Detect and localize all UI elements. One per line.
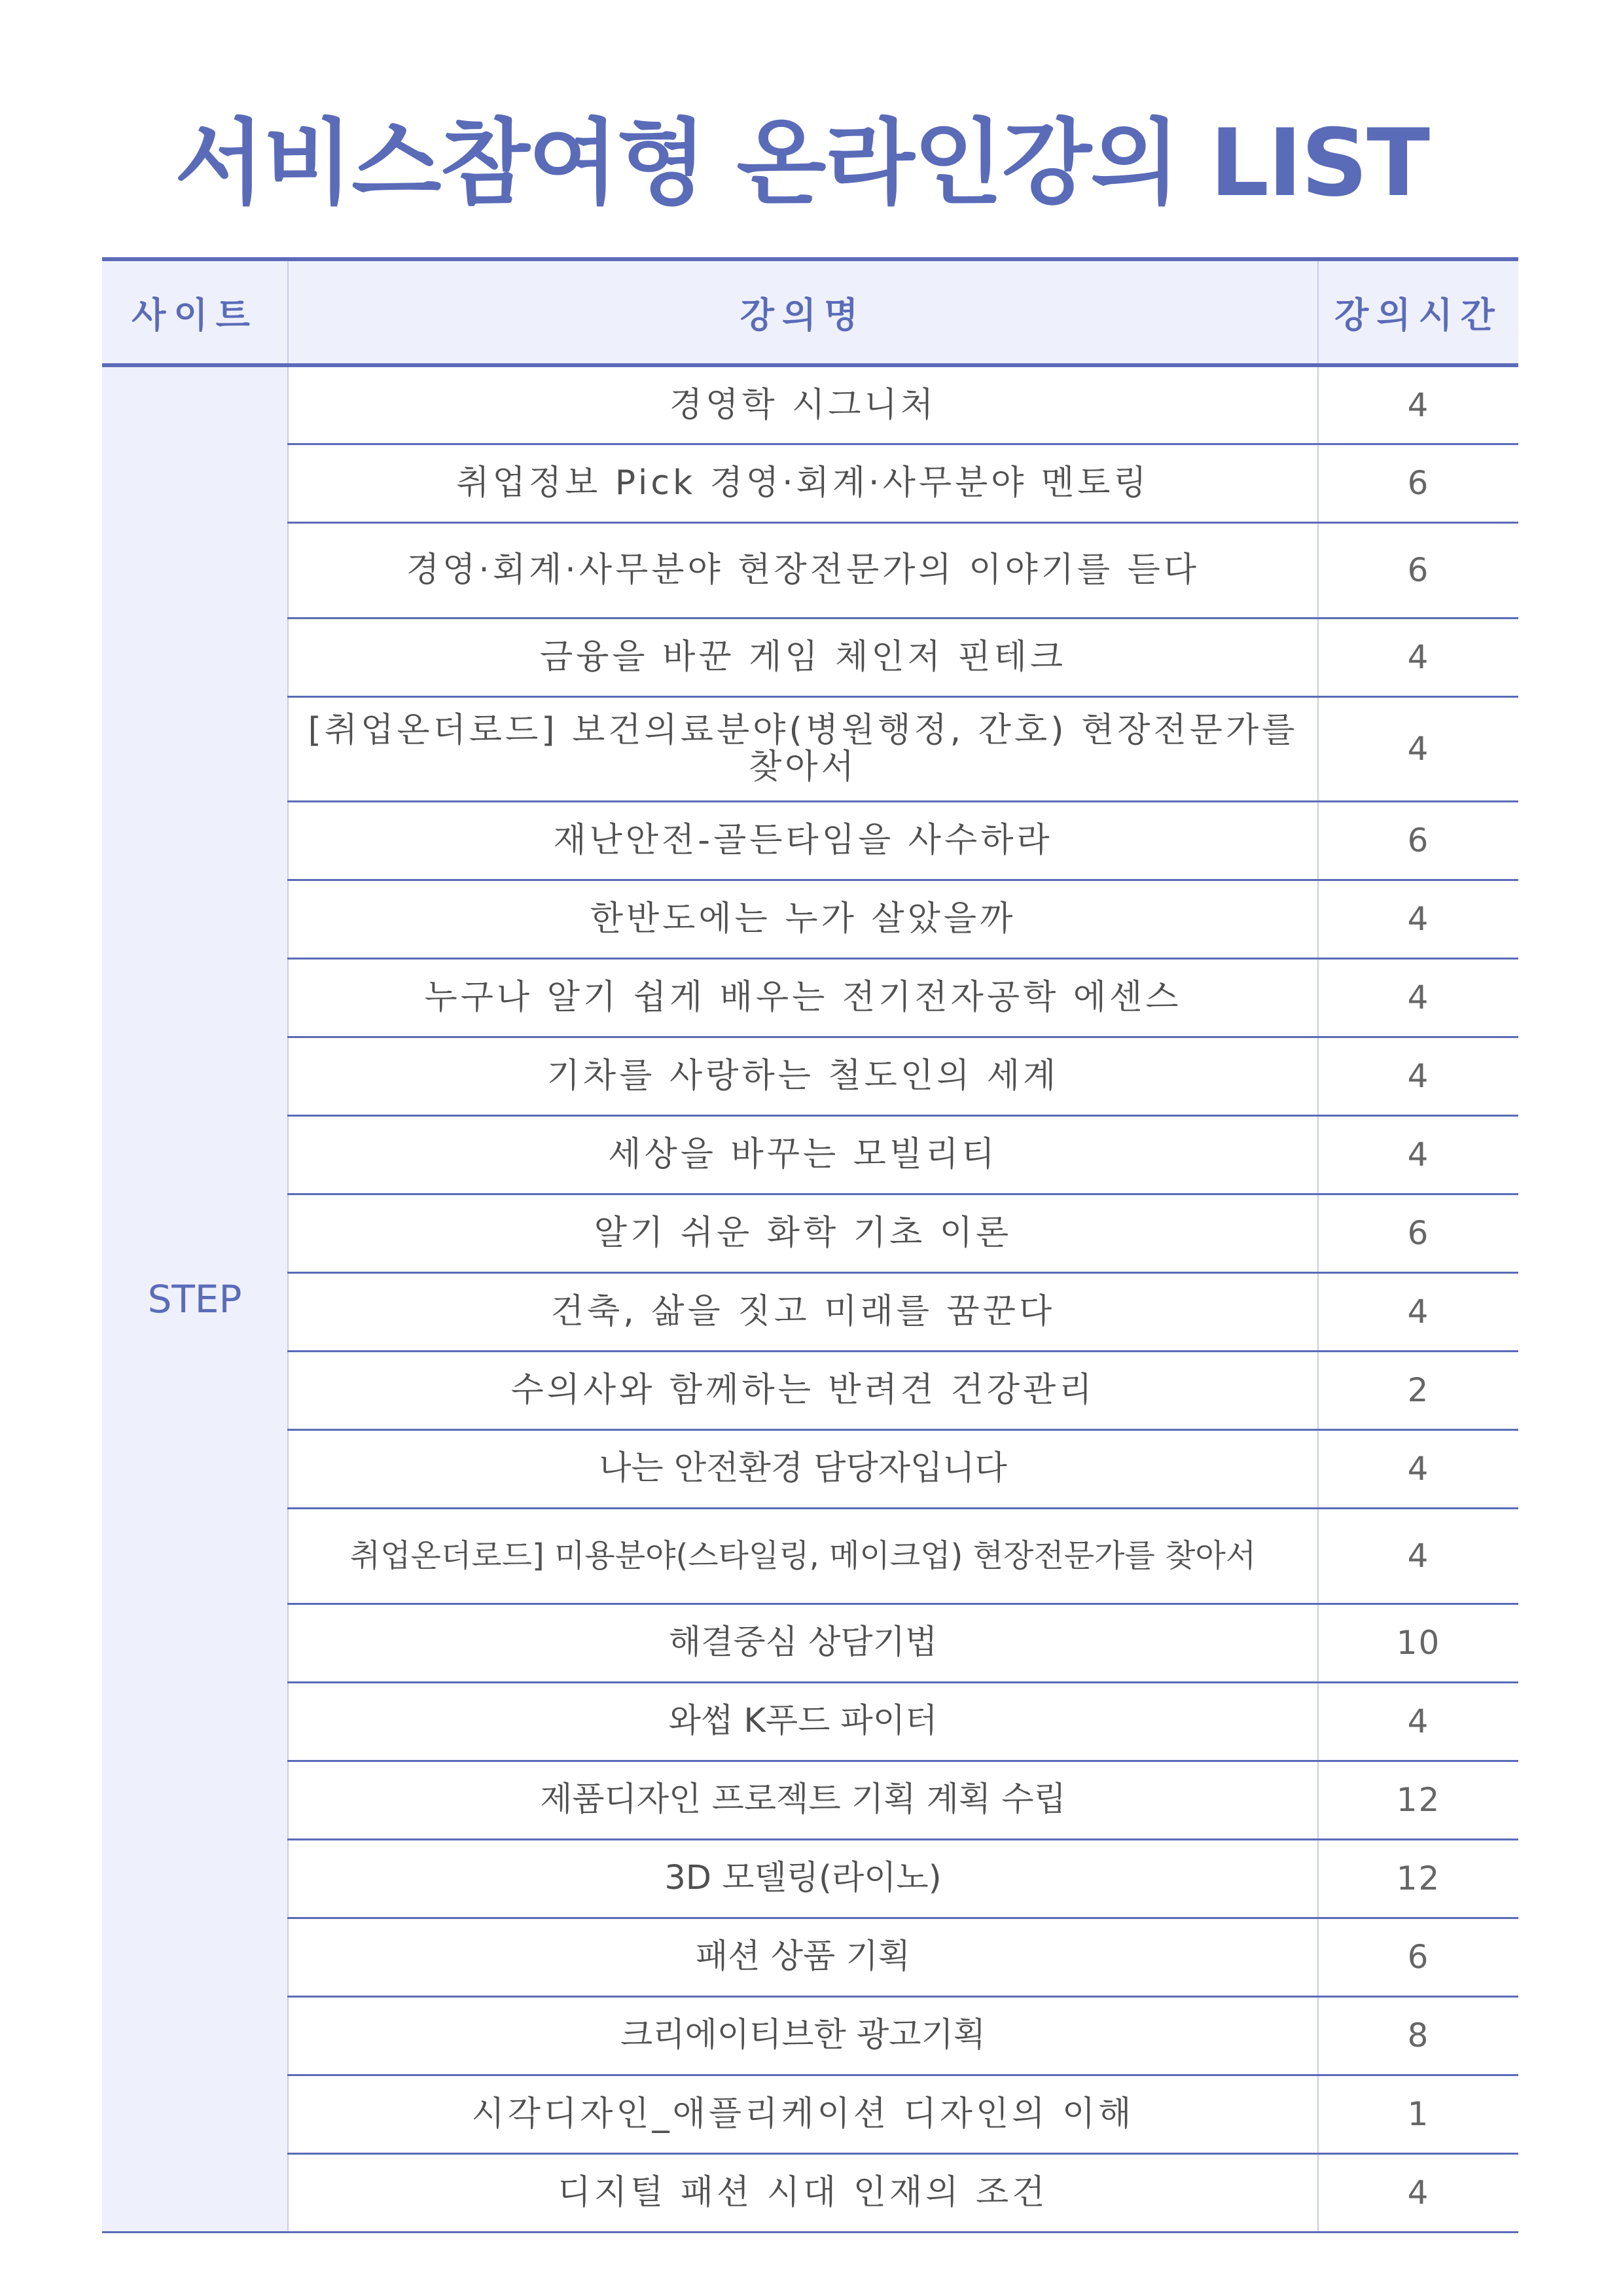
hours-cell: 4 (1318, 1037, 1518, 1115)
header-hours: 강의시간 (1318, 259, 1518, 365)
hours-cell: 4 (1318, 1429, 1518, 1508)
course-name-cell: 크리에이티브한 광고기획 (288, 1996, 1318, 2075)
hours-cell: 6 (1318, 522, 1518, 618)
course-name-cell: 패션 상품 기획 (288, 1918, 1318, 1996)
hours-cell: 4 (1318, 1508, 1518, 1604)
table-row (102, 2075, 1518, 2153)
course-name-cell: 나는 안전환경 담당자입니다 (288, 1429, 1318, 1508)
course-name-cell: 제품디자인 프로젝트 기획 계획 수립 (288, 1761, 1318, 1839)
table-row (102, 1115, 1518, 1194)
table-row (102, 1037, 1518, 1115)
course-name-cell: 알기 쉬운 화학 기초 이론 (288, 1194, 1318, 1272)
table-row (102, 958, 1518, 1037)
table-row (102, 1996, 1518, 2075)
hours-cell: 4 (1318, 618, 1518, 696)
table-body (102, 365, 1518, 2232)
course-name-cell: 디지털 패션 시대 인재의 조건 (288, 2153, 1318, 2232)
course-name-cell: 재난안전-골든타임을 사수하라 (288, 801, 1318, 880)
course-name-cell: 한반도에는 누가 살았을까 (288, 880, 1318, 958)
course-name-cell: 건축, 삶을 짓고 미래를 꿈꾼다 (288, 1272, 1318, 1351)
table-row (102, 1839, 1518, 1918)
hours-cell: 10 (1318, 1604, 1518, 1682)
hours-cell: 8 (1318, 1996, 1518, 2075)
hours-cell: 4 (1318, 1272, 1518, 1351)
course-name-cell: 경영·회계·사무분야 현장전문가의 이야기를 듣다 (288, 522, 1318, 618)
course-name-cell: 와썹 K푸드 파이터 (288, 1682, 1318, 1761)
course-name-cell: 취업온더로드] 미용분야(스타일링, 메이크업) 현장전문가를 찾아서 (288, 1508, 1318, 1604)
table-row (102, 1272, 1518, 1351)
hours-cell: 6 (1318, 1918, 1518, 1996)
course-name-cell: 기차를 사랑하는 철도인의 세계 (288, 1037, 1318, 1115)
hours-cell: 4 (1318, 880, 1518, 958)
course-name-cell: 취업정보 Pick 경영·회계·사무분야 멘토링 (288, 444, 1318, 522)
hours-cell: 4 (1318, 1682, 1518, 1761)
table-row (102, 444, 1518, 522)
table-header (102, 259, 1518, 365)
hours-cell: 1 (1318, 2075, 1518, 2153)
course-name-cell: 3D 모델링(라이노) (288, 1839, 1318, 1918)
course-name-cell: [취업온더로드] 보건의료분야(병원행정, 간호) 현장전문가를 찾아서 (288, 696, 1318, 801)
course-name-cell: 누구나 알기 쉽게 배우는 전기전자공학 에센스 (288, 958, 1318, 1037)
page-title: 서비스참여형 온라인강의 LIST (174, 109, 1429, 217)
hours-cell: 12 (1318, 1761, 1518, 1839)
hours-cell: 4 (1318, 365, 1518, 444)
table-row (102, 880, 1518, 958)
table-row (102, 1604, 1518, 1682)
hours-cell: 12 (1318, 1839, 1518, 1918)
course-name-cell: 시각디자인_애플리케이션 디자인의 이해 (288, 2075, 1318, 2153)
hours-cell: 4 (1318, 958, 1518, 1037)
table-row (102, 1682, 1518, 1761)
hours-cell: 6 (1318, 444, 1518, 522)
table-row (102, 1351, 1518, 1429)
table-row (102, 801, 1518, 880)
header-site: 사이트 (102, 259, 288, 365)
course-name-cell: 금융을 바꾼 게임 체인저 핀테크 (288, 618, 1318, 696)
course-name-cell: 세상을 바꾸는 모빌리티 (288, 1115, 1318, 1194)
hours-cell: 4 (1318, 2153, 1518, 2232)
header-course-name: 강의명 (288, 259, 1318, 365)
table-row (102, 1508, 1518, 1604)
hours-cell: 2 (1318, 1351, 1518, 1429)
course-list-table (102, 257, 1518, 2233)
hours-cell: 4 (1318, 696, 1518, 801)
course-name-cell: 수의사와 함께하는 반려견 건강관리 (288, 1351, 1318, 1429)
hours-cell: 6 (1318, 801, 1518, 880)
course-name-cell: 경영학 시그니처 (288, 365, 1318, 444)
table-row (102, 365, 1518, 444)
site-cell: STEP (102, 365, 288, 2232)
table-row (102, 2153, 1518, 2232)
table-row (102, 1194, 1518, 1272)
course-name-cell: 해결중심 상담기법 (288, 1604, 1318, 1682)
table-row (102, 1429, 1518, 1508)
table-row (102, 1761, 1518, 1839)
table-row (102, 1918, 1518, 1996)
table-row (102, 696, 1518, 801)
hours-cell: 6 (1318, 1194, 1518, 1272)
hours-cell: 4 (1318, 1115, 1518, 1194)
table-row (102, 618, 1518, 696)
table-row (102, 522, 1518, 618)
